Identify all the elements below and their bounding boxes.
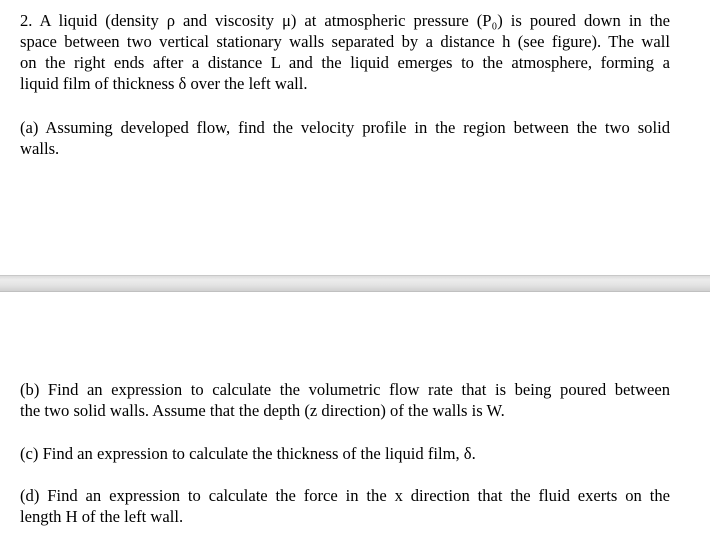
question-part-a-line: walls. bbox=[20, 139, 60, 158]
question-part-d-line: length H of the left wall. bbox=[20, 507, 184, 526]
question-part-d-line: (d) Find an expression to calculate the force in the x direction that the fluid exerts on the bbox=[20, 486, 670, 505]
question-part-b-line: the two solid walls. Assume that the depth (z direction) of the walls is W. bbox=[20, 401, 505, 420]
question-part-c bbox=[20, 443, 670, 464]
question-part-b-line: (b) Find an expression to calculate the volumetric flow rate that is being poured between bbox=[20, 380, 670, 399]
problem-statement-line: on the right ends after a distance L and the liquid emerges to the atmosphere, forming a bbox=[20, 53, 670, 72]
question-part-d bbox=[20, 485, 670, 527]
problem-statement bbox=[20, 10, 670, 94]
question-part-a bbox=[20, 117, 670, 159]
page-divider bbox=[0, 275, 710, 292]
question-part-a-line: (a) Assuming developed flow, find the velocity profile in the region between the two solid bbox=[20, 118, 670, 137]
problem-statement-line: 2. A liquid (density ρ and viscosity μ) at atmospheric pressure (P₀) is poured down in the bbox=[20, 11, 670, 30]
problem-statement-line: space between two vertical stationary walls separated by a distance h (see figure). The wall bbox=[20, 32, 670, 51]
question-part-c-line: (c) Find an expression to calculate the thickness of the liquid film, δ. bbox=[20, 444, 476, 463]
problem-statement-line: liquid film of thickness δ over the left wall. bbox=[20, 74, 308, 93]
question-part-b bbox=[20, 379, 670, 421]
